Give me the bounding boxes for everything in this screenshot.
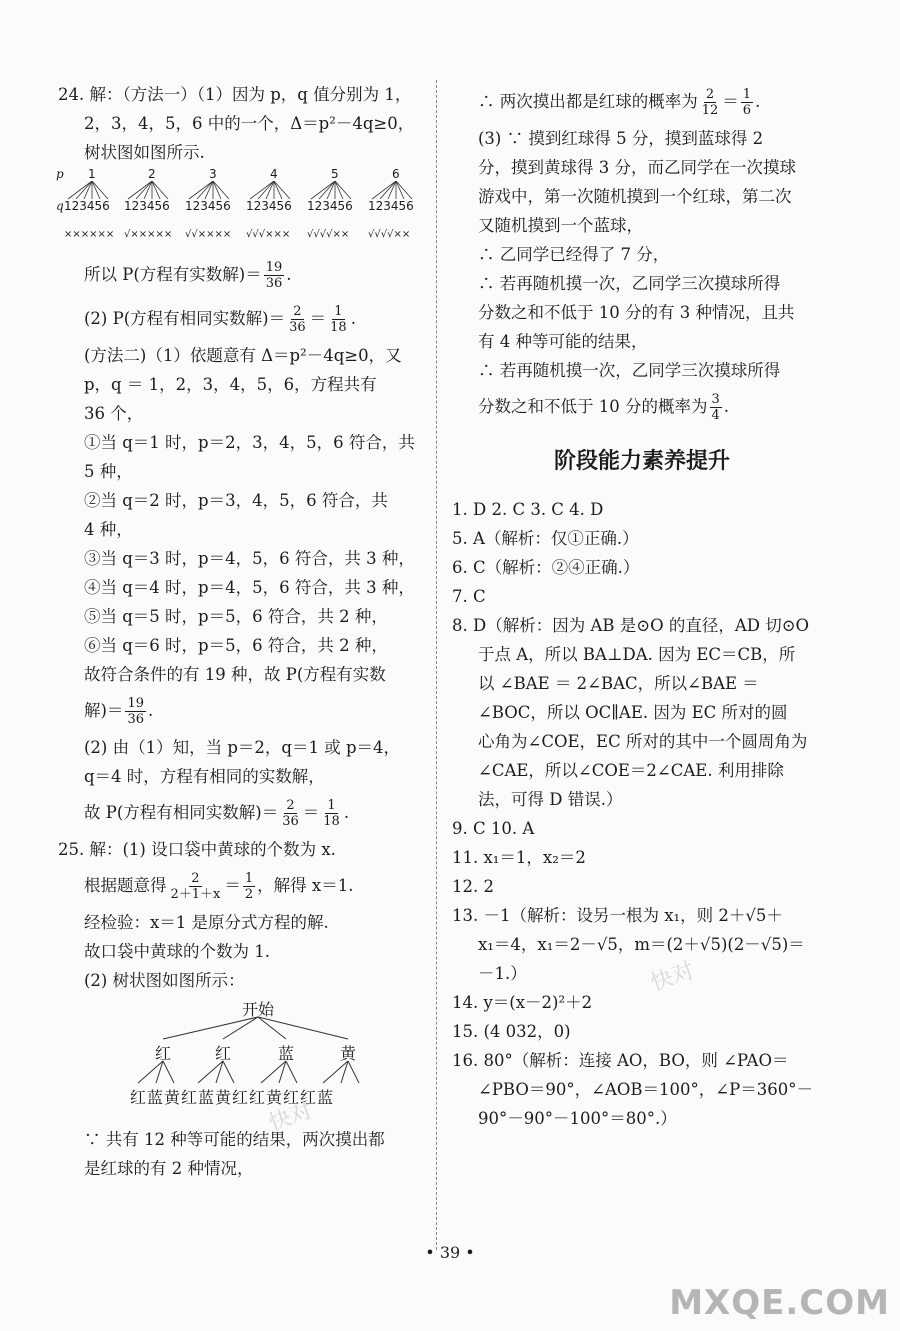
fraction: $\frac{1}{18}$ bbox=[323, 798, 340, 829]
tree2-mid-4: 黄 bbox=[340, 1044, 357, 1063]
right-column bbox=[452, 80, 832, 1133]
tree-root-1: 1 bbox=[88, 167, 96, 181]
tree-root-5: 5 bbox=[331, 167, 339, 181]
answer-1-4: 1. D 2. C 3. C 4. D bbox=[452, 500, 604, 519]
tree-diagram-pq bbox=[58, 167, 433, 253]
q25-line-2: 根据题意得 $\frac{2}{2+1+x}$ ＝ $\frac{1}{2}$ ，解得 x＝1. bbox=[84, 871, 354, 902]
tree-leaves-4: 123456 bbox=[246, 199, 292, 213]
case-4: ④当 q＝4 时，p＝4，5，6 符合，共 3 种， bbox=[84, 578, 415, 597]
r-line-8: 分数之和不低于 10 分的有 3 种情况，且共 bbox=[478, 303, 795, 322]
answer-8-line-2: 于点 A，所以 BA⊥DA. 因为 EC＝CB，所 bbox=[478, 645, 796, 664]
tree-marks-5: √√√√×× bbox=[307, 229, 350, 240]
tree2-mid-3: 蓝 bbox=[278, 1044, 295, 1063]
answer-16-line-3: 90°－90°－100°＝80°.） bbox=[478, 1109, 677, 1128]
part2-line-3: 故 P(方程有相同实数解)＝ $\frac{2}{36}$ ＝ $\frac{1}{18}$ . bbox=[84, 798, 350, 829]
tree-root-4: 4 bbox=[270, 167, 278, 181]
r-line-7: ∴ 若再随机摸一次，乙同学三次摸球所得 bbox=[478, 274, 781, 293]
r-line-5: 又随机摸到一个蓝球， bbox=[478, 216, 643, 235]
answer-12: 12. 2 bbox=[452, 877, 494, 896]
left-column bbox=[58, 80, 433, 1183]
r-line-9: 有 4 种等可能的结果， bbox=[478, 332, 648, 351]
method2-line-1: (方法二)（1）依题意有 Δ＝p²－4q≥0，又 bbox=[84, 346, 402, 365]
tree2-root: 开始 bbox=[242, 1000, 275, 1019]
case-2b: 4 种， bbox=[84, 520, 133, 539]
case-3: ③当 q＝3 时，p＝4，5，6 符合，共 3 种， bbox=[84, 549, 415, 568]
conclusion-1b: 解)＝ $\frac{19}{36}$ . bbox=[84, 696, 154, 727]
answer-5: 5. A（解析：仅①正确.） bbox=[452, 529, 639, 548]
q24-result-2: (2) P(方程有相同实数解)＝ $\frac{2}{36}$ ＝ $\frac{1}{18}$ . bbox=[84, 304, 356, 335]
page-number: • 39 • bbox=[425, 1243, 475, 1262]
answer-8-line-5: 心角为∠COE，EC 所对的其中一个圆周角为 bbox=[478, 732, 808, 751]
tree2-mid-1: 红 bbox=[155, 1044, 172, 1063]
r-line-3: 分，摸到黄球得 3 分，而乙同学在一次摸球 bbox=[478, 158, 796, 177]
q25-line-6: ∵ 共有 12 种等可能的结果，两次摸出都 bbox=[84, 1130, 385, 1149]
answer-8-line-6: ∠CAE，所以∠COE＝2∠CAE. 利用排除 bbox=[478, 761, 784, 780]
case-1a: ①当 q＝1 时，p＝2，3，4，5，6 符合，共 bbox=[84, 433, 415, 452]
method2-line-2: p，q ＝ 1，2，3，4，5，6，方程共有 bbox=[84, 375, 377, 394]
answer-13-line-2: x₁＝4，x₁＝2－√5，m＝(2＋√5)(2－√5)＝ bbox=[478, 935, 805, 954]
answer-14: 14. y＝(x－2)²＋2 bbox=[452, 993, 593, 1012]
tree-marks-4: √√√××× bbox=[246, 229, 291, 240]
part2-line-1: (2) 由（1）知，当 p＝2，q＝1 或 p＝4， bbox=[84, 738, 401, 757]
fraction: $\frac{3}{4}$ bbox=[711, 392, 720, 423]
column-divider bbox=[436, 80, 437, 1250]
answer-16-line-1: 16. 80°（解析：连接 AO，BO，则 ∠PAO＝ bbox=[452, 1051, 789, 1070]
tree-leaves-1: 123456 bbox=[64, 199, 110, 213]
fraction: $\frac{2}{2+1+x}$ bbox=[170, 871, 221, 902]
case-5: ⑤当 q＝5 时，p＝5，6 符合，共 2 种， bbox=[84, 607, 388, 626]
answer-16-line-2: ∠PBO＝90°，∠AOB＝100°，∠P＝360°－ bbox=[478, 1080, 813, 1099]
answer-9-10: 9. C 10. A bbox=[452, 819, 535, 838]
part2-line-2: q＝4 时，方程有相同的实数解， bbox=[84, 767, 325, 786]
tree-leaves-5: 123456 bbox=[307, 199, 353, 213]
case-2a: ②当 q＝2 时，p＝3，4，5，6 符合，共 bbox=[84, 491, 388, 510]
section-title: 阶段能力素养提升 bbox=[553, 449, 730, 474]
r-line-10: ∴ 若再随机摸一次，乙同学三次摸球所得 bbox=[478, 361, 781, 380]
method2-line-3: 36 个， bbox=[84, 404, 144, 423]
q25-line-1: 25. 解：(1) 设口袋中黄球的个数为 x. bbox=[58, 840, 336, 859]
r-line-4: 游戏中，第一次随机摸到一个红球，第二次 bbox=[478, 187, 792, 206]
r-line-1: ∴ 两次摸出都是红球的概率为 $\frac{2}{12}$ ＝ $\frac{1}{6}$ . bbox=[478, 87, 761, 118]
tree-marks-3: √√×××× bbox=[185, 229, 232, 240]
tree-marks-2: √××××× bbox=[124, 229, 173, 240]
tree-q-label: q bbox=[56, 199, 64, 213]
r-line-6: ∴ 乙同学已经得了 7 分， bbox=[478, 245, 670, 264]
q25-line-4: 故口袋中黄球的个数为 1. bbox=[84, 942, 270, 961]
tree-leaves-2: 123456 bbox=[124, 199, 170, 213]
tree-root-2: 2 bbox=[148, 167, 156, 181]
answer-8-line-7: 法，可得 D 错误.） bbox=[478, 790, 623, 809]
tree-marks-1: ×××××× bbox=[64, 229, 115, 240]
case-6: ⑥当 q＝6 时，p＝5，6 符合，共 2 种， bbox=[84, 636, 388, 655]
tree-diagram-balls bbox=[58, 995, 433, 1125]
fraction: $\frac{1}{6}$ bbox=[742, 87, 752, 118]
answer-7: 7. C bbox=[452, 587, 486, 606]
tree-marks-6: √√√√×× bbox=[368, 229, 411, 240]
fraction: $\frac{1}{2}$ bbox=[244, 871, 254, 902]
tree-leaves-3: 123456 bbox=[185, 199, 231, 213]
fraction: $\frac{19}{36}$ bbox=[265, 260, 283, 291]
stamp-watermark-2: 快对 bbox=[265, 1098, 316, 1137]
conclusion-1: 故符合条件的有 19 种，故 P(方程有实数 bbox=[84, 665, 386, 684]
q24-result-1: 所以 P(方程有实数解)＝ $\frac{19}{36}$ . bbox=[84, 260, 292, 291]
fraction: $\frac{2}{12}$ bbox=[701, 87, 719, 118]
tree2-mid-2: 红 bbox=[215, 1044, 232, 1063]
q25-line-3: 经检验：x＝1 是原分式方程的解. bbox=[84, 913, 329, 932]
answer-6: 6. C（解析：②④正确.） bbox=[452, 558, 640, 577]
q25-line-5: (2) 树状图如图所示： bbox=[84, 971, 245, 990]
tree-root-3: 3 bbox=[209, 167, 217, 181]
tree-p-label: p bbox=[56, 167, 64, 181]
answer-15: 15. (4 032，0) bbox=[452, 1022, 571, 1041]
q24-line-2: 2，3，4，5，6 中的一个，Δ＝p²－4q≥0， bbox=[84, 114, 415, 133]
tree-root-6: 6 bbox=[392, 167, 400, 181]
answer-13-line-3: －1.） bbox=[478, 964, 527, 983]
fraction: $\frac{1}{18}$ bbox=[330, 304, 347, 335]
tree-leaves-6: 123456 bbox=[368, 199, 414, 213]
answer-11: 11. x₁＝1，x₂＝2 bbox=[452, 848, 586, 867]
q24-line-3: 树状图如图所示. bbox=[84, 143, 205, 162]
case-1b: 5 种， bbox=[84, 462, 133, 481]
answer-13-line-1: 13. －1（解析：设另一根为 x₁，则 2＋√5＋ bbox=[452, 906, 783, 925]
site-watermark: MXQE.COM bbox=[669, 1283, 890, 1323]
r-line-11: 分数之和不低于 10 分的概率为 $\frac{3}{4}$ . bbox=[478, 392, 730, 423]
fraction: $\frac{2}{36}$ bbox=[282, 798, 299, 829]
answer-8-line-4: ∠BOC，所以 OC∥AE. 因为 EC 所对的圆 bbox=[478, 703, 788, 722]
stamp-watermark: 快对 bbox=[647, 958, 698, 997]
q24-line-1: 24. 解：（方法一）（1）因为 p，q 值分别为 1， bbox=[58, 85, 412, 104]
tree2-leaves: 红蓝黄红蓝黄红红黄红红蓝 bbox=[130, 1088, 335, 1107]
q25-line-7: 是红球的有 2 种情况， bbox=[84, 1159, 254, 1178]
fraction: $\frac{2}{36}$ bbox=[289, 304, 306, 335]
answer-8-line-1: 8. D（解析：因为 AB 是⊙O 的直径，AD 切⊙O bbox=[452, 616, 810, 635]
tree-branches bbox=[58, 181, 433, 201]
answer-8-line-3: 以 ∠BAE ＝ 2∠BAC，所以∠BAE ＝ bbox=[478, 674, 759, 693]
r-line-2: (3) ∵ 摸到红球得 5 分，摸到蓝球得 2 bbox=[478, 129, 764, 148]
fraction: $\frac{19}{36}$ bbox=[127, 696, 144, 727]
